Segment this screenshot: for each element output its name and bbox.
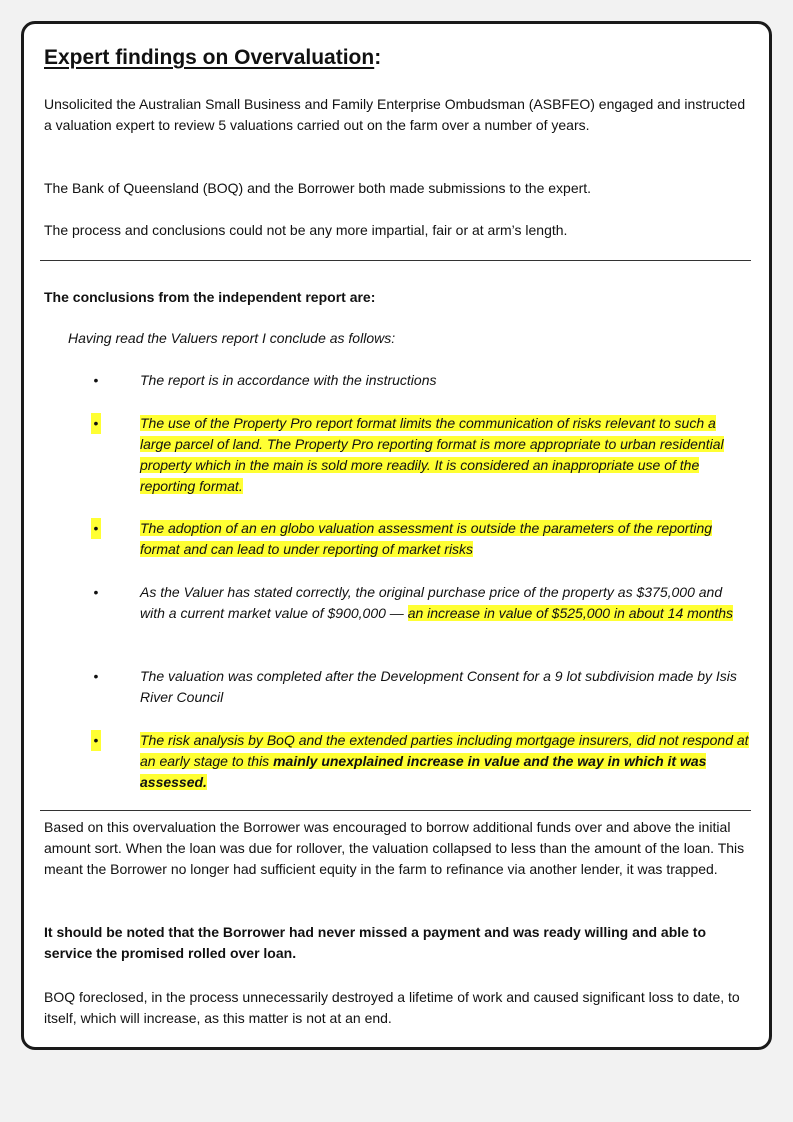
outcome-paragraph-2: It should be noted that the Borrower had never missed a payment and was ready willing and able to service the promised rolled over loan. bbox=[44, 924, 707, 961]
highlighted-text: an increase in value of $525,000 in about 14 months bbox=[407, 605, 734, 621]
list-item-text: The valuation was completed after the Development Consent for a 9 lot subdivision made by Isis River Council bbox=[140, 668, 737, 705]
intro-paragraph-2: The Bank of Queensland (BOQ) and the Borrower both made submissions to the expert. bbox=[44, 180, 592, 196]
list-item-text bbox=[140, 518, 749, 560]
page-title bbox=[44, 46, 381, 70]
bullet-marker: • bbox=[93, 668, 99, 684]
highlighted-text: The use of the Property Pro report format limits the communication of risks relevant to such a large parcel of land. The Property Pro reporting format is more appropriate to urban residential property which in the main is sold more readily. It is considered an inappropriate use of the reporting format. bbox=[140, 415, 724, 494]
list-item-text bbox=[140, 413, 749, 497]
conclusions-heading: The conclusions from the independent report are: bbox=[44, 289, 376, 305]
bullet-marker: • bbox=[93, 584, 99, 600]
list-item-text bbox=[140, 582, 749, 624]
highlighted-bold-text: mainly unexplained increase in value and the way in which it was assessed. bbox=[140, 753, 707, 790]
page-title-text: Expert findings on Overvaluation bbox=[44, 46, 375, 69]
bullet-marker: • bbox=[91, 518, 101, 539]
section-divider-top bbox=[40, 260, 751, 261]
list-item-text-plain: As the Valuer has stated correctly, the original purchase price of the property as $375,000 and with a current market value of $900,000 — bbox=[140, 584, 723, 621]
bullet-marker: • bbox=[91, 730, 101, 751]
bullet-marker: • bbox=[91, 413, 101, 434]
bullet-marker: • bbox=[93, 372, 99, 388]
document-card bbox=[21, 21, 772, 1050]
intro-paragraph-1: Unsolicited the Australian Small Business and Family Enterprise Ombudsman (ASBFEO) engaged and instructed a valuation expert to review 5 valuations carried out on the farm over a number of years. bbox=[44, 96, 746, 133]
page-title-colon: : bbox=[374, 46, 382, 69]
conclusions-lead: Having read the Valuers report I conclude as follows: bbox=[68, 330, 396, 346]
outcome-paragraph-3: BOQ foreclosed, in the process unnecessarily destroyed a lifetime of work and caused significant loss to date, to itself, which will increase, as this matter is not at an end. bbox=[44, 989, 740, 1026]
section-divider-bottom bbox=[40, 810, 751, 811]
highlighted-text: The risk analysis by BoQ and the extended parties including mortgage insurers, did not respond at an early stage to this bbox=[140, 732, 749, 769]
intro-paragraph-3: The process and conclusions could not be any more impartial, fair or at arm’s length. bbox=[44, 222, 568, 238]
highlighted-text: The adoption of an en globo valuation assessment is outside the parameters of the reporting format and can lead to under reporting of market risks bbox=[140, 520, 713, 557]
list-item-text bbox=[140, 730, 749, 793]
outcome-paragraph-1: Based on this overvaluation the Borrower was encouraged to borrow additional funds over and above the initial amount sort. When the loan was due for rollover, the valuation collapsed to less than the amount of the loan. This meant the Borrower no longer had sufficient equity in the farm to refinance via another lender, it was trapped. bbox=[44, 819, 745, 877]
list-item-text: The report is in accordance with the instructions bbox=[140, 372, 437, 388]
